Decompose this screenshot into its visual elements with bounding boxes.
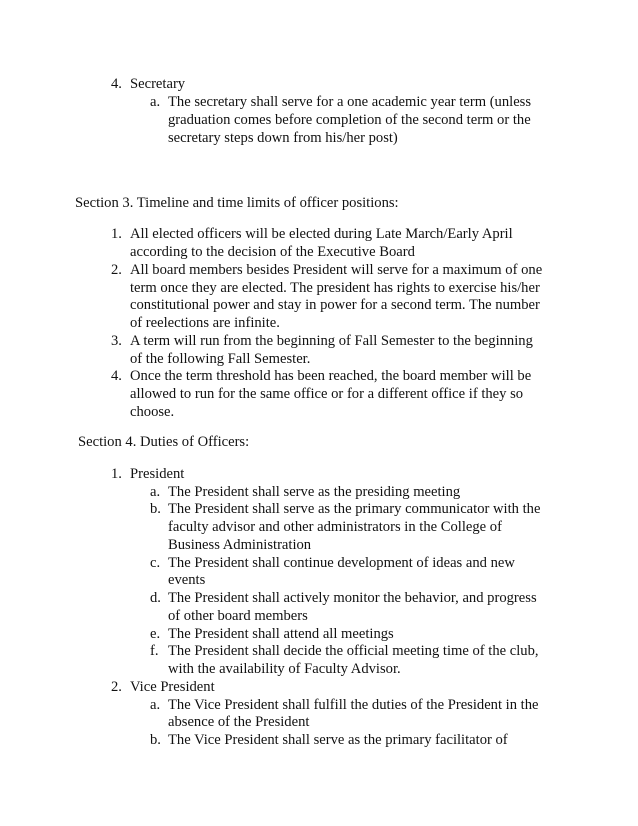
sublist-marker: f.: [150, 643, 159, 659]
list-item-number: 2.: [111, 679, 122, 695]
list-item-number: 4.: [111, 76, 122, 92]
paragraph-line: constitutional power and stay in power for a second term. The number: [130, 297, 540, 313]
officer-title: Secretary: [130, 76, 186, 92]
paragraph-line: events: [168, 572, 206, 588]
paragraph-line: secretary steps down from his/her post): [168, 130, 398, 146]
paragraph-line: faculty advisor and other administrators in the College of: [168, 519, 502, 535]
paragraph-line: The secretary shall serve for a one academic year term (unless: [168, 94, 532, 110]
paragraph-line: of reelections are infinite.: [130, 315, 280, 331]
paragraph-line: The President shall decide the official meeting time of the club,: [168, 643, 539, 659]
sublist-marker: a.: [150, 484, 161, 500]
paragraph-line: graduation comes before completion of the second term or the: [168, 112, 531, 128]
paragraph-line: The President shall serve as the presiding meeting: [168, 484, 461, 500]
paragraph-line: Once the term threshold has been reached, the board member will be: [130, 368, 532, 384]
sublist-marker: d.: [150, 590, 161, 606]
paragraph-line: of the following Fall Semester.: [130, 351, 311, 367]
list-item-number: 2.: [111, 262, 122, 278]
sublist-marker: b.: [150, 732, 161, 748]
officer-title: President: [130, 466, 185, 482]
paragraph-line: according to the decision of the Executive Board: [130, 244, 415, 260]
list-item-number: 4.: [111, 368, 122, 384]
section-heading: Section 3. Timeline and time limits of officer positions:: [75, 195, 399, 211]
officer-title: Vice President: [130, 679, 215, 695]
sublist-marker: a.: [150, 697, 161, 713]
paragraph-line: The President shall serve as the primary communicator with the: [168, 501, 541, 517]
paragraph-line: absence of the President: [168, 714, 310, 730]
section-heading: Section 4. Duties of Officers:: [78, 434, 250, 450]
paragraph-line: allowed to run for the same office or for a different office if they so: [130, 386, 524, 402]
paragraph-line: The President shall actively monitor the behavior, and progress: [168, 590, 537, 606]
paragraph-line: of other board members: [168, 608, 308, 624]
paragraph-line: The President shall attend all meetings: [168, 626, 394, 642]
paragraph-line: choose.: [130, 404, 175, 420]
paragraph-line: term once they are elected. The president has rights to exercise his/her: [130, 280, 540, 296]
sublist-marker: c.: [150, 555, 161, 571]
paragraph-line: The Vice President shall fulfill the duties of the President in the: [168, 697, 539, 713]
paragraph-line: All board members besides President will serve for a maximum of one: [130, 262, 543, 278]
paragraph-line: The Vice President shall serve as the primary facilitator of: [168, 732, 508, 748]
paragraph-line: with the availability of Faculty Advisor.: [168, 661, 401, 677]
list-item-number: 3.: [111, 333, 122, 349]
paragraph-line: A term will run from the beginning of Fall Semester to the beginning: [130, 333, 533, 349]
sublist-marker: b.: [150, 501, 161, 517]
list-item-number: 1.: [111, 466, 122, 482]
paragraph-line: Business Administration: [168, 537, 312, 553]
paragraph-line: All elected officers will be elected during Late March/Early April: [130, 226, 513, 242]
sublist-marker: a.: [150, 94, 161, 110]
paragraph-line: The President shall continue development of ideas and new: [168, 555, 515, 571]
list-item-number: 1.: [111, 226, 122, 242]
sublist-marker: e.: [150, 626, 161, 642]
